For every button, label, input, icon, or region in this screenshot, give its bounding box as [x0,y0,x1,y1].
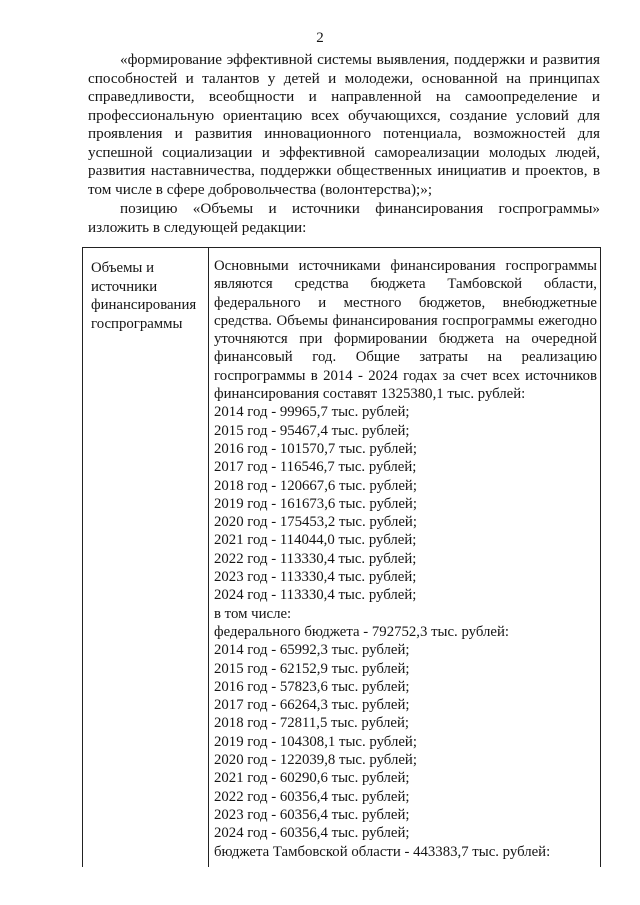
total-year-row: 2022 год - 113330,4 тыс. рублей; [214,550,417,567]
intro-paragraph-instruction: позицию «Объемы и источники финансирования госпрограммы» изложить в следующей редакции: [88,200,600,236]
total-year-row: 2023 год - 113330,4 тыс. рублей; [214,569,417,586]
total-year-row: 2017 год - 116546,7 тыс. рублей; [214,459,417,476]
total-year-row: 2018 год - 120667,6 тыс. рублей; [214,477,417,494]
intro-paragraph-goal: «формирование эффективной системы выявления, поддержки и развития способностей и талантов у детей и молодежи, основанной на принципах справедливости, всеобщности и направленной на самоопределение и профессиональную ориентацию всех обучающихся, создание условий для проявления и развития инновационного потенциала, возможностей для успешной социализации и эффективной самореализации молодых людей, развития наставничества, поддержки общественных инициатив и проектов, в том числе в сфере добровольчества (волонтерства);»; [88,51,600,198]
total-year-row: 2020 год - 175453,2 тыс. рублей; [214,514,417,531]
federal-year-row: 2016 год - 57823,6 тыс. рублей; [214,678,410,695]
federal-year-row: 2019 год - 104308,1 тыс. рублей; [214,733,417,750]
federal-year-row: 2021 год - 60290,6 тыс. рублей; [214,770,410,787]
total-year-row: 2016 год - 101570,7 тыс. рублей; [214,440,417,457]
federal-year-row: 2018 год - 72811,5 тыс. рублей; [214,715,409,732]
total-year-row: 2019 год - 161673,6 тыс. рублей; [214,495,417,512]
page-number: 2 [316,30,324,46]
federal-year-row: 2020 год - 122039,8 тыс. рублей; [214,752,417,769]
federal-year-row: 2015 год - 62152,9 тыс. рублей; [214,660,410,677]
federal-year-row: 2024 год - 60356,4 тыс. рублей; [214,825,410,842]
financing-table [82,247,601,867]
table-left-label: Объемы и источники финансирования госпрограммы [91,260,197,332]
financing-lead-text: Основными источниками финансирования госпрограммы являются средства бюджета Тамбовской области, федерального и местного бюджетов, внебюджетные средства. Объемы финансирования госпрограммы ежегодно уточняются при формировании бюджета на очередной финансовый год. Общие затраты на реализацию госпрограммы в 2014 - 2024 годах за счет всех источников финансирования составят 1325380,1 тыс. рублей: [214,258,597,403]
total-year-row: 2014 год - 99965,7 тыс. рублей; [214,404,410,421]
including-label: в том числе: [214,605,292,622]
regional-budget-label: бюджета Тамбовской области - 443383,7 тыс. рублей: [214,843,551,860]
federal-year-row: 2023 год - 60356,4 тыс. рублей; [214,806,410,823]
total-year-row: 2015 год - 95467,4 тыс. рублей; [214,422,410,439]
intro-text [88,51,600,237]
federal-budget-label: федерального бюджета - 792752,3 тыс. рублей: [214,623,510,640]
column-divider [208,248,209,867]
table-right-content [214,257,597,861]
total-year-row: 2021 год - 114044,0 тыс. рублей; [214,532,417,549]
federal-year-row: 2022 год - 60356,4 тыс. рублей; [214,788,410,805]
federal-year-row: 2014 год - 65992,3 тыс. рублей; [214,642,410,659]
federal-year-row: 2017 год - 66264,3 тыс. рублей; [214,697,410,714]
total-year-row: 2024 год - 113330,4 тыс. рублей; [214,587,417,604]
